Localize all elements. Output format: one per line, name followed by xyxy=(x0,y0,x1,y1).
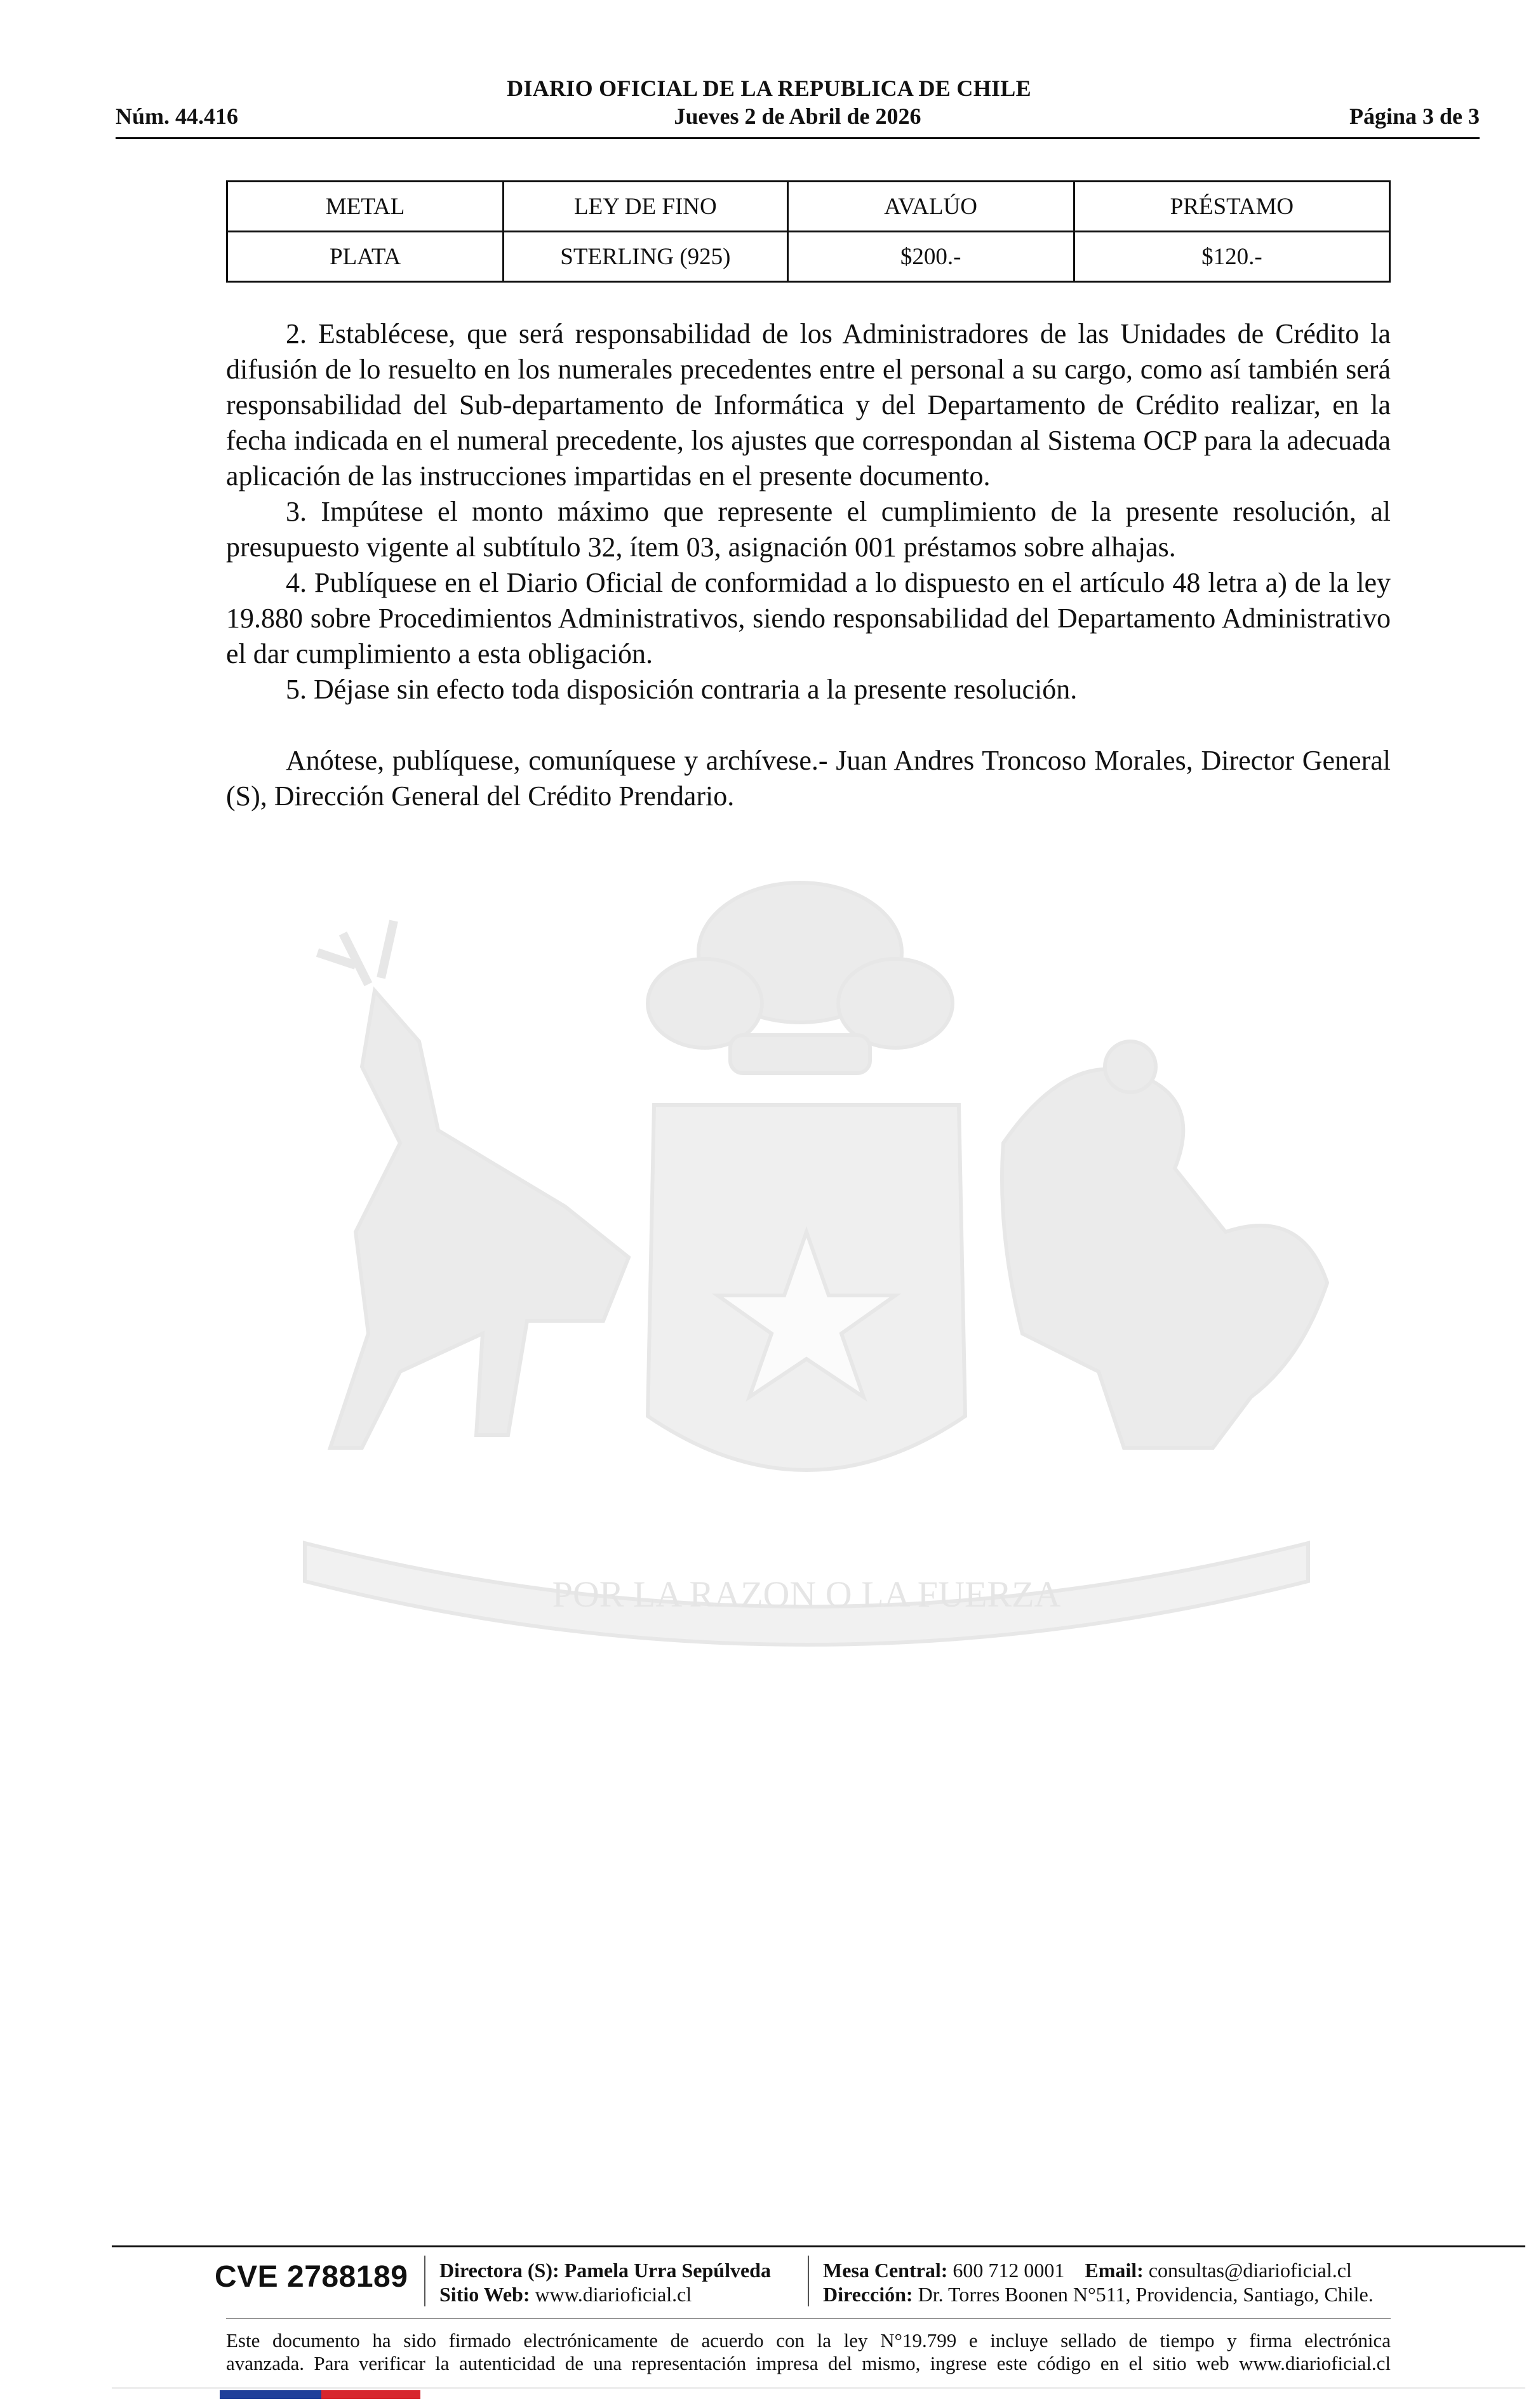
legal-line: avanzada. Para verificar la autenticidad de una representación impresa del mismo, ingrese este código en el sitio web www.diarioficial.cl xyxy=(226,2352,1391,2374)
footer-divider xyxy=(112,2245,1525,2247)
gazette-title: DIARIO OFICIAL DE LA REPUBLICA DE CHILE xyxy=(507,76,1031,101)
table-cell: PLATA xyxy=(227,232,504,282)
cve-code: CVE 2788189 xyxy=(215,2260,408,2294)
page-indicator: Página 3 de 3 xyxy=(1349,104,1480,129)
header-divider xyxy=(116,137,1480,139)
phone-number: 600 712 0001 xyxy=(953,2259,1065,2282)
coat-of-arms-motto: POR LA RAZON O LA FUERZA xyxy=(552,1574,1061,1615)
paragraph: 2. Establécese, que será responsabilidad de los Administradores de las Unidades de Crédito la difusión de lo resuelto en los numerales precedentes entre el personal a su cargo, como así también será responsabilidad del Sub-departamento de Informática y del Departamento de Crédito realizar, en la fecha indicada en el numeral precedente, los ajustes que correspondan al Sistema OCP para la adecuada aplicación de las instrucciones impartidas en el presente documento. xyxy=(226,318,1391,492)
flag-stripe-blue xyxy=(220,2390,321,2399)
table-header-cell: AVALÚO xyxy=(787,182,1074,232)
legal-line: Este documento ha sido firmado electrónicamente de acuerdo con la ley N°19.799 e incluye sellado de tiempo y firma electrónica xyxy=(226,2329,1391,2351)
address-text: Dr. Torres Boonen N°511, Providencia, Santiago, Chile. xyxy=(918,2283,1374,2306)
table-cell: $200.- xyxy=(787,232,1074,282)
closing-paragraph: Anótese, publíquese, comuníquese y archívese.- Juan Andres Troncoso Morales, Director General (S), Dirección General del Crédito Prendario. xyxy=(226,745,1391,812)
paragraph: 5. Déjase sin efecto toda disposición contraria a la presente resolución. xyxy=(286,674,1078,705)
table-row xyxy=(227,232,1390,282)
phone-label: Mesa Central: xyxy=(823,2259,948,2282)
director-name: Pamela Urra Sepúlveda xyxy=(564,2259,771,2282)
flag-stripe-red xyxy=(321,2390,420,2399)
legal-notice xyxy=(226,2329,1391,2375)
address-label: Dirección: xyxy=(823,2283,913,2306)
email-link[interactable]: consultas@diarioficial.cl xyxy=(1148,2259,1352,2282)
paragraph: 3. Impútese el monto máximo que represente el cumplimiento de la presente resolución, al presupuesto vigente al subtítulo 32, ítem 03, asignación 001 préstamos sobre alhajas. xyxy=(226,496,1391,563)
footer-contact-right xyxy=(823,2258,1374,2306)
table-header-row xyxy=(227,182,1390,232)
header-row xyxy=(116,103,1480,135)
table-header-cell: PRÉSTAMO xyxy=(1074,182,1389,232)
footer-separator xyxy=(808,2256,809,2306)
website-link[interactable]: www.diarioficial.cl xyxy=(535,2283,692,2306)
table-header-cell: METAL xyxy=(227,182,504,232)
table-cell: $120.- xyxy=(1074,232,1389,282)
table-header-cell: LEY DE FINO xyxy=(504,182,787,232)
footer-separator xyxy=(424,2256,425,2306)
footer-contact-left xyxy=(439,2258,771,2306)
resolution-body xyxy=(226,316,1391,814)
table-cell: STERLING (925) xyxy=(504,232,787,282)
paragraph: 4. Publíquese en el Diario Oficial de conformidad a lo dispuesto en el artículo 48 letra a) de la ley 19.880 sobre Procedimientos Administrativos, siendo responsabilidad del Departamento Administrativo el dar cumplimiento a esta obligación. xyxy=(226,567,1391,669)
appraisal-table xyxy=(226,180,1391,283)
website-label: Sitio Web: xyxy=(439,2283,530,2306)
director-label: Directora (S): xyxy=(439,2259,559,2282)
chile-coat-of-arms-icon xyxy=(210,876,1403,1753)
issue-number: Núm. 44.416 xyxy=(116,104,239,129)
issue-date: Jueves 2 de Abril de 2026 xyxy=(674,104,921,129)
email-label: Email: xyxy=(1085,2259,1144,2282)
footer-inner-divider xyxy=(226,2318,1391,2319)
